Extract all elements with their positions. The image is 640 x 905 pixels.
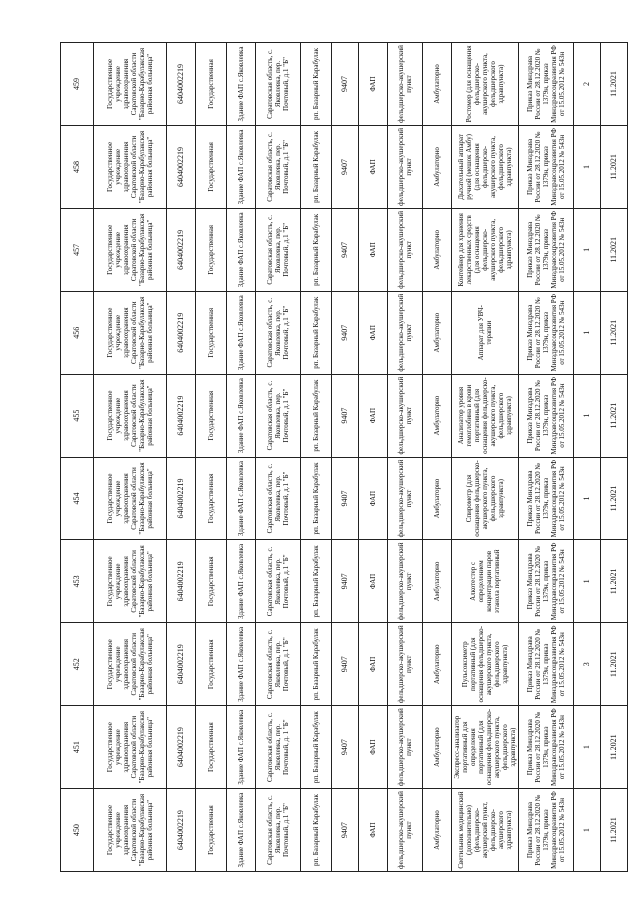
table-cell: Амбулаторно: [423, 291, 452, 374]
table-cell: Алкотестер с определением концентрации паров этанола портативный: [452, 540, 519, 623]
table-cell: Саратовская область, с. Яковлевка, пер. Почтовый, д.1 "Б": [256, 540, 301, 623]
table-cell: 6404002219: [167, 540, 196, 623]
table-cell: Амбулаторно: [423, 706, 452, 789]
table-cell: 11.2021: [601, 457, 628, 540]
table-cell: рп. Базарный Карабулак: [301, 291, 332, 374]
table-cell: 450: [61, 789, 94, 872]
table-cell: Амбулаторно: [423, 374, 452, 457]
table-cell: фельдшерско-акушерский пункт: [388, 43, 423, 126]
table-cell: Государственное учреждение здравоохранения Саратовской области "Базарно-Карабулакская районная больница": [94, 789, 167, 872]
table-cell: Амбулаторно: [423, 125, 452, 208]
table-cell: Анализатор уровня гемоглобина в крови портативный (для оснащения фельдшерско-акушерского пункта, фельдшерского здравпункта): [452, 374, 519, 457]
table-cell: Здание ФАП с.Яковлевка: [227, 457, 256, 540]
row-unit-type: [359, 43, 388, 872]
table-cell: Приказ Минздрава России от 28.12.2020 № 1379н, приказ Минздравсоцразвития РФ от 15.05.2012 № 543н: [519, 125, 574, 208]
table-cell: Государственное учреждение здравоохранения Саратовской области "Базарно-Карабулакская районная больница": [94, 43, 167, 126]
table-cell: 9407: [332, 623, 359, 706]
table-cell: 455: [61, 374, 94, 457]
table-cell: Государственное учреждение здравоохранения Саратовской области "Базарно-Карабулакская районная больница": [94, 291, 167, 374]
table-cell: Государственная: [196, 43, 227, 126]
row-inn-code: [167, 43, 196, 872]
table-cell: 6404002219: [167, 291, 196, 374]
table-cell: Государственное учреждение здравоохранения Саратовской области "Базарно-Карабулакская районная больница": [94, 706, 167, 789]
table-cell: рп. Базарный Карабулак: [301, 706, 332, 789]
table-cell: Светильник медицинский (дополнительно) (фельдшерско-акушерский пункт, фельдшерско-акушерского здравпункта): [452, 789, 519, 872]
table-cell: Приказ Минздрава России от 28.12.2020 № 1379н, приказ Минздравсоцразвития РФ от 15.05.2012 № 543н: [519, 540, 574, 623]
table-cell: Приказ Минздрава России от 28.12.2020 № 1379н, приказ Минздравсоцразвития РФ от 15.05.2012 № 543н: [519, 43, 574, 126]
table-cell: 456: [61, 291, 94, 374]
table-cell: Аппарат для УВЧ-терапии: [452, 291, 519, 374]
table-cell: 9407: [332, 789, 359, 872]
table-cell: 458: [61, 125, 94, 208]
table-cell: Государственная: [196, 125, 227, 208]
table-cell: фельдшерско-акушерский пункт: [388, 540, 423, 623]
table-cell: Амбулаторно: [423, 540, 452, 623]
table-cell: Государственное учреждение здравоохранения Саратовской области "Базарно-Карабулакская районная больница": [94, 623, 167, 706]
table-cell: Государственная: [196, 789, 227, 872]
table-cell: 1: [574, 706, 601, 789]
table-cell: Саратовская область, с. Яковлевка, пер. Почтовый, д.1 "Б": [256, 291, 301, 374]
table-cell: 9407: [332, 374, 359, 457]
table-cell: фельдшерско-акушерский пункт: [388, 291, 423, 374]
table-cell: рп. Базарный Карабулак: [301, 457, 332, 540]
table-cell: ФАП: [359, 291, 388, 374]
table-cell: Государственное учреждение здравоохранения Саратовской области "Базарно-Карабулакская районная больница": [94, 540, 167, 623]
table-cell: 6404002219: [167, 706, 196, 789]
table-cell: Ростомер (для оснащения фельдшерско-акушерского пункта, фельдшерского здравпункта): [452, 43, 519, 126]
table-cell: рп. Базарный Карабулак: [301, 125, 332, 208]
table-cell: 6404002219: [167, 623, 196, 706]
table-cell: рп. Базарный Карабулак: [301, 43, 332, 126]
table-cell: 11.2021: [601, 43, 628, 126]
table-cell: 1: [574, 291, 601, 374]
table-cell: 1: [574, 125, 601, 208]
row-building: [227, 43, 256, 872]
table-cell: 3: [574, 623, 601, 706]
table-cell: Государственная: [196, 374, 227, 457]
row-record-number: [61, 43, 94, 872]
table-cell: 6404002219: [167, 374, 196, 457]
table-cell: 11.2021: [601, 374, 628, 457]
table-cell: Государственное учреждение здравоохранения Саратовской области "Базарно-Карабулакская районная больница": [94, 208, 167, 291]
table-cell: Приказ Минздрава России от 28.12.2020 № 1379н, приказ Минздравсоцразвития РФ от 15.05.2012 № 543н: [519, 706, 574, 789]
table-cell: фельдшерско-акушерский пункт: [388, 125, 423, 208]
row-okato-code: [332, 43, 359, 872]
table-cell: 457: [61, 208, 94, 291]
table-cell: ФАП: [359, 374, 388, 457]
table-cell: Здание ФАП с.Яковлевка: [227, 208, 256, 291]
table-cell: Саратовская область, с. Яковлевка, пер. Почтовый, д.1 "Б": [256, 789, 301, 872]
table-cell: Здание ФАП с.Яковлевка: [227, 125, 256, 208]
table-cell: Спирометр (для оснащения фельдшерско-акушерского пункта, фельдшерского здравпункта): [452, 457, 519, 540]
table-cell: рп. Базарный Карабулак: [301, 789, 332, 872]
table-cell: ФАП: [359, 457, 388, 540]
table-body: [61, 43, 628, 872]
table-cell: Амбулаторно: [423, 457, 452, 540]
table-cell: ФАП: [359, 789, 388, 872]
table-cell: 6404002219: [167, 457, 196, 540]
table-cell: Амбулаторно: [423, 43, 452, 126]
table-cell: 9407: [332, 540, 359, 623]
table-cell: Государственная: [196, 208, 227, 291]
row-equipment-name: [452, 43, 519, 872]
table-cell: фельдшерско-акушерский пункт: [388, 623, 423, 706]
row-locality: [301, 43, 332, 872]
rotated-table-wrapper: [60, 42, 618, 872]
table-cell: 1: [574, 457, 601, 540]
table-cell: ФАП: [359, 43, 388, 126]
table-cell: Экспресс-анализатор портативный для определения портативный (для оснащения фельдшерско-акушерского пункта, фельдшерского здравпункта): [452, 706, 519, 789]
table-cell: Государственная: [196, 623, 227, 706]
table-cell: 11.2021: [601, 540, 628, 623]
table-cell: Контейнер для хранения лекарственных средств (для оснащения фельдшерско-акушерского пункта, фельдшерского здравпункта): [452, 208, 519, 291]
table-cell: Государственная: [196, 706, 227, 789]
table-cell: Государственное учреждение здравоохранения Саратовской области "Базарно-Карабулакская районная больница": [94, 374, 167, 457]
table-cell: 1: [574, 540, 601, 623]
table-cell: 11.2021: [601, 291, 628, 374]
table-cell: Здание ФАП с.Яковлевка: [227, 789, 256, 872]
table-cell: Саратовская область, с. Яковлевка, пер. Почтовый, д.1 "Б": [256, 457, 301, 540]
table-cell: Государственное учреждение здравоохранения Саратовской области "Базарно-Карабулакская районная больница": [94, 457, 167, 540]
table-cell: фельдшерско-акушерский пункт: [388, 374, 423, 457]
table-cell: Дыхательный аппарат ручной (мешок Амбу) (для оснащения фельдшерско-акушерского пункта, фельдшерского здравпункта): [452, 125, 519, 208]
table-cell: Саратовская область, с. Яковлевка, пер. Почтовый, д.1 "Б": [256, 623, 301, 706]
table-cell: 9407: [332, 208, 359, 291]
table-cell: фельдшерско-акушерский пункт: [388, 706, 423, 789]
table-cell: Государственная: [196, 457, 227, 540]
table-cell: 9407: [332, 291, 359, 374]
table-cell: 1: [574, 789, 601, 872]
row-legal-basis: [519, 43, 574, 872]
table-cell: фельдшерско-акушерский пункт: [388, 789, 423, 872]
table-cell: Здание ФАП с.Яковлевка: [227, 706, 256, 789]
table-cell: Здание ФАП с.Яковлевка: [227, 291, 256, 374]
table-cell: рп. Базарный Карабулак: [301, 208, 332, 291]
table-cell: ФАП: [359, 706, 388, 789]
table-cell: Приказ Минздрава России от 28.12.2020 № 1379н, приказ Минздравсоцразвития РФ от 15.05.2012 № 543н: [519, 457, 574, 540]
table-cell: Саратовская область, с. Яковлевка, пер. Почтовый, д.1 "Б": [256, 208, 301, 291]
row-unit-kind: [388, 43, 423, 872]
table-cell: ФАП: [359, 208, 388, 291]
table-cell: 9407: [332, 457, 359, 540]
table-cell: фельдшерско-акушерский пункт: [388, 457, 423, 540]
table-cell: 6404002219: [167, 208, 196, 291]
table-cell: 451: [61, 706, 94, 789]
table-cell: 11.2021: [601, 706, 628, 789]
table-cell: 459: [61, 43, 94, 126]
table-cell: ФАП: [359, 125, 388, 208]
row-ownership: [196, 43, 227, 872]
table-cell: Приказ Минздрава России от 28.12.2020 № 1379н, приказ Минздравсоцразвития РФ от 15.05.2012 № 543н: [519, 208, 574, 291]
table-cell: Приказ Минздрава России от 28.12.2020 № 1379н, приказ Минздравсоцразвития РФ от 15.05.2012 № 543н: [519, 623, 574, 706]
table-cell: Саратовская область, с. Яковлевка, пер. Почтовый, д.1 "Б": [256, 125, 301, 208]
table-cell: Приказ Минздрава России от 28.12.2020 № 1379н, приказ Минздравсоцразвития РФ от 15.05.2012 № 543н: [519, 789, 574, 872]
table-cell: 2: [574, 43, 601, 126]
table-cell: Здание ФАП с.Яковлевка: [227, 540, 256, 623]
table-cell: рп. Базарный Карабулак: [301, 540, 332, 623]
table-cell: 9407: [332, 706, 359, 789]
row-address: [256, 43, 301, 872]
table-cell: 454: [61, 457, 94, 540]
table-cell: Здание ФАП с.Яковлевка: [227, 623, 256, 706]
table-cell: Саратовская область, с. Яковлевка, пер. Почтовый, д. 1 "Б": [256, 706, 301, 789]
row-date: [601, 43, 628, 872]
table-cell: 11.2021: [601, 789, 628, 872]
table-cell: Амбулаторно: [423, 789, 452, 872]
table-cell: Амбулаторно: [423, 623, 452, 706]
table-cell: Пульсоксиметр портативный (для оснащения фельдшерско-акушерского пункта, фельдшерского здравпункта): [452, 623, 519, 706]
table-cell: Приказ Минздрава России от 28.12.2020 № 1379н, приказ Минздравсоцразвития РФ от 15.05.2012 № 543н: [519, 374, 574, 457]
table-cell: ФАП: [359, 540, 388, 623]
table-cell: Приказ Минздрава России от 28.12.2020 № 1379н, приказ Минздравсоцразвития РФ от 15.05.2012 № 543н: [519, 291, 574, 374]
equipment-table: [60, 42, 628, 872]
table-cell: рп. Базарный Карабулак: [301, 623, 332, 706]
table-cell: 6404002219: [167, 43, 196, 126]
table-cell: 6404002219: [167, 125, 196, 208]
table-cell: рп. Базарный Карабулак: [301, 374, 332, 457]
table-cell: 11.2021: [601, 623, 628, 706]
row-organization: [94, 43, 167, 872]
table-cell: Саратовская область, с. Яковлевка, пер. Почтовый, д.1 "Б": [256, 374, 301, 457]
table-cell: 9407: [332, 125, 359, 208]
table-cell: 1: [574, 208, 601, 291]
table-cell: Амбулаторно: [423, 208, 452, 291]
table-cell: Здание ФАП с.Яковлевка: [227, 374, 256, 457]
row-care-form: [423, 43, 452, 872]
table-cell: ФАП: [359, 623, 388, 706]
table-cell: 11.2021: [601, 125, 628, 208]
table-cell: фельдшерско-акушерский пункт: [388, 208, 423, 291]
table-cell: Государственное учреждение здравоохранения Саратовской области "Базарно-Карабулакская районная больница": [94, 125, 167, 208]
table-cell: 11.2021: [601, 208, 628, 291]
table-cell: Здание ФАП с.Яковлевка: [227, 43, 256, 126]
table-cell: 452: [61, 623, 94, 706]
table-cell: Государственная: [196, 291, 227, 374]
table-cell: Саратовская область, с. Яковлевка, пер. Почтовый, д.1 "Б": [256, 43, 301, 126]
table-cell: 453: [61, 540, 94, 623]
table-cell: 6404002219: [167, 789, 196, 872]
row-quantity: [574, 43, 601, 872]
table-cell: 9407: [332, 43, 359, 126]
table-cell: 1: [574, 374, 601, 457]
table-cell: Государственная: [196, 540, 227, 623]
